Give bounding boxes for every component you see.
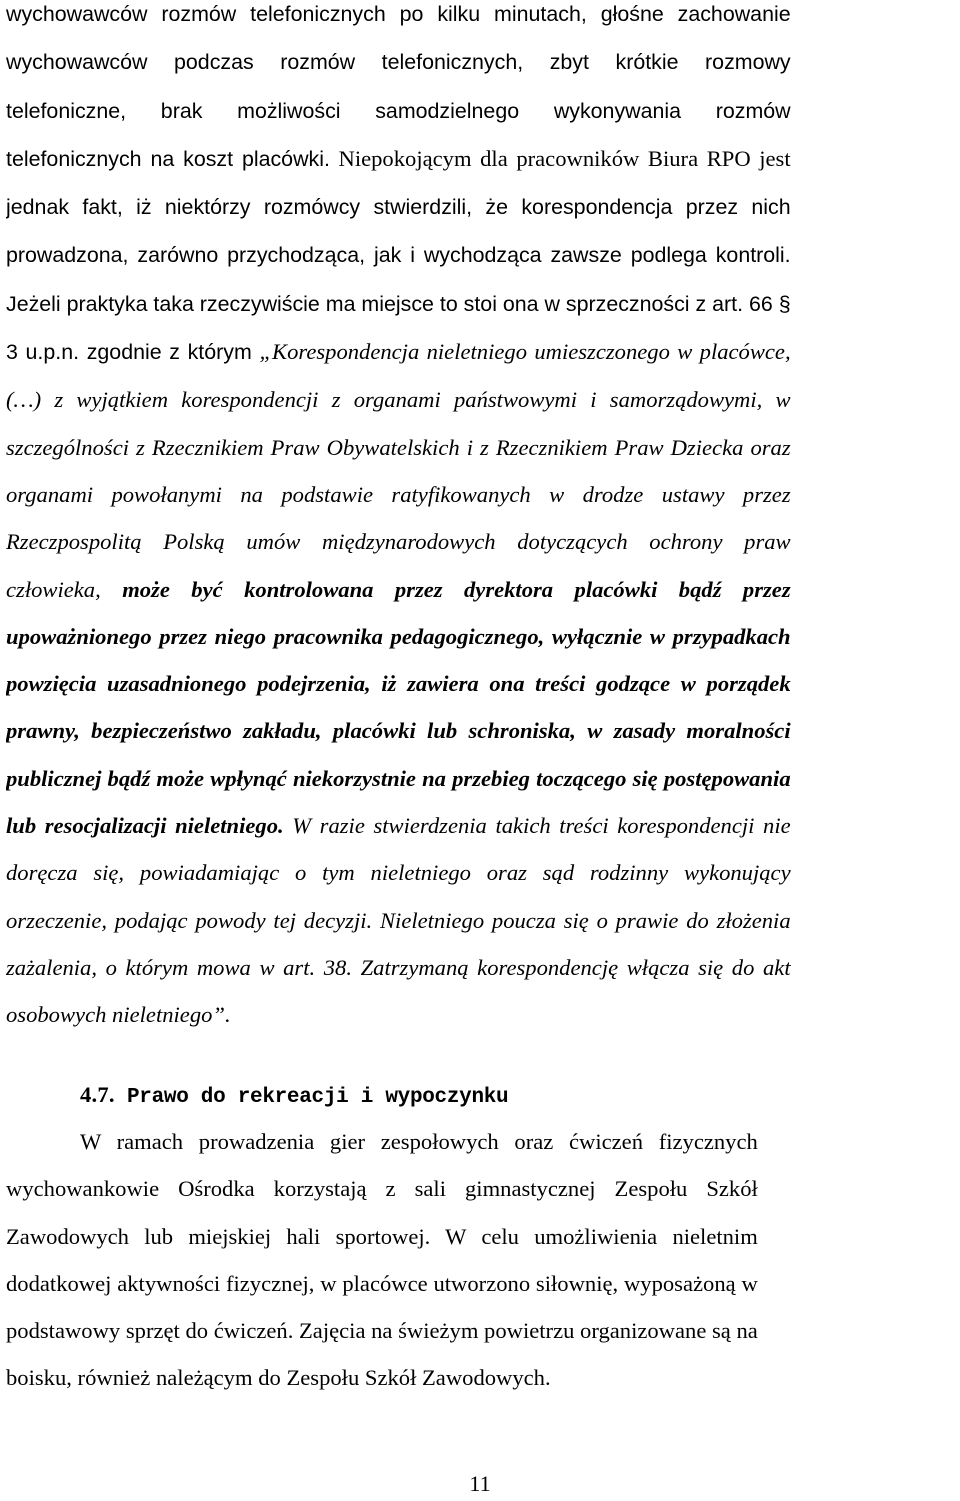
text-line: Jeżeli praktyka taka rzeczywiście ma miejsce to stoi ona w sprzeczności z art. 66 § <box>6 291 791 316</box>
text-line: wychowawców podczas rozmów telefonicznych, zbyt krótkie rozmowy <box>6 50 791 75</box>
text-line: dodatkowej aktywności fizycznej, w placówce utworzono siłownię, wyposażoną w <box>6 1270 758 1296</box>
text-line: telefoniczne, brak możliwości samodzielnego wykonywania rozmów <box>6 98 791 123</box>
text-line: organami powołanymi na podstawie ratyfikowanych w drodze ustawy przez <box>6 481 791 507</box>
text-line: (…) z wyjątkiem korespondencji z organami państwowymi i samorządowymi, w <box>6 387 791 413</box>
text-line: Zawodowych lub miejskiej hali sportowej. W celu umożliwienia nieletnim <box>6 1223 758 1249</box>
text-line: Rzeczpospolitą Polską umów międzynarodowych dotyczących ochrony praw <box>6 529 791 555</box>
section-number: 4.7. <box>80 1082 115 1107</box>
paragraph-recreation <box>6 1118 758 1402</box>
text-line: prowadzona, zarówno przychodząca, jak i wychodząca zawsze podlega kontroli. <box>6 243 791 268</box>
text-line: zażalenia, o którym mowa w art. 38. Zatrzymaną korespondencję włącza się do akt <box>6 954 791 980</box>
text-line: boisku, również należącym do Zespołu Szkół Zawodowych. <box>6 1365 551 1391</box>
text-line: 3 u.p.n. zgodnie z którym „Korespondencja nieletniego umieszczonego w placówce, <box>6 339 791 365</box>
text-line: W ramach prowadzenia gier zespołowych oraz ćwiczeń fizycznych <box>80 1129 758 1154</box>
text-line: wychowawców rozmów telefonicznych po kilku minutach, głośne zachowanie <box>6 2 791 26</box>
text-line: doręcza się, powiadamiając o tym nieletniego oraz sąd rodzinny wykonujący <box>6 860 791 886</box>
text-line: publicznej bądź może wpłynąć niekorzystnie na przebieg toczącego się postępowania <box>6 765 791 791</box>
text-line: lub resocjalizacji nieletniego. W razie stwierdzenia takich treści korespondencji nie <box>6 813 791 839</box>
text-line: telefonicznych na koszt placówki. Niepokojącym dla pracowników Biura RPO jest <box>6 145 791 171</box>
paragraph-correspondence <box>6 0 791 1039</box>
text-line: podstawowy sprzęt do ćwiczeń. Zajęcia na świeżym powietrzu organizowane są na <box>6 1318 758 1344</box>
text-line: wychowankowie Ośrodka korzystają z sali gimnastycznej Zespołu Szkół <box>6 1176 758 1202</box>
text-line: prawny, bezpieczeństwo zakładu, placówki lub schroniska, w zasady moralności <box>6 718 791 744</box>
section-heading <box>80 1071 508 1121</box>
text-line: szczególności z Rzecznikiem Praw Obywatelskich i z Rzecznikiem Praw Dziecka oraz <box>6 434 791 460</box>
text-line: upoważnionego przez niego pracownika pedagogicznego, wyłącznie w przypadkach <box>6 623 791 649</box>
text-line: orzeczenie, podając powody tej decyzji. Nieletniego poucza się o prawie do złożenia <box>6 907 791 933</box>
page-number: 11 <box>469 1471 491 1496</box>
text-line: powzięcia uzasadnionego podejrzenia, iż zawiera ona treści godzące w porządek <box>6 671 791 697</box>
section-title: Prawo do rekreacji i wypoczynku <box>127 1086 509 1109</box>
text-line: człowieka, może być kontrolowana przez dyrektora placówki bądź przez <box>6 576 791 602</box>
text-line: jednak fakt, iż niektórzy rozmówcy stwierdzili, że korespondencja przez nich <box>6 195 791 220</box>
text-line: osobowych nieletniego”. <box>6 1002 231 1028</box>
